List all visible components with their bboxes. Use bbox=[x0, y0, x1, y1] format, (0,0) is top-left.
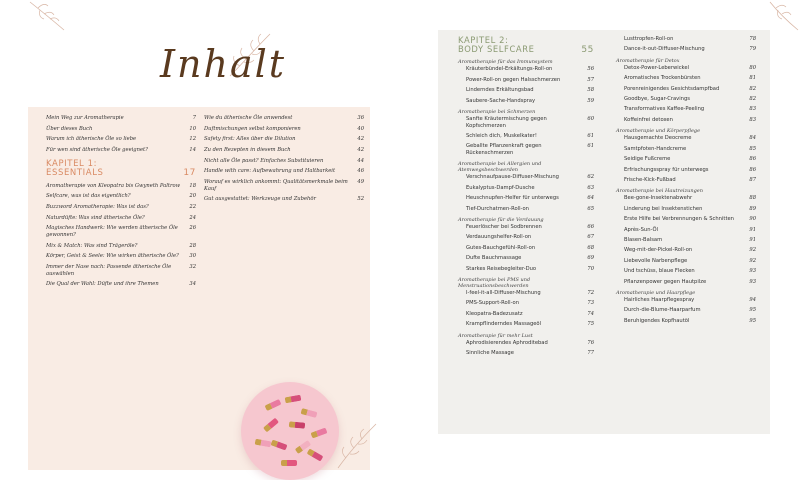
roller-bottle-icon bbox=[310, 427, 327, 438]
toc-entry[interactable] bbox=[458, 206, 594, 213]
toc-entry-title: Feuerlöscher bei Sodbrennen bbox=[466, 224, 542, 231]
toc-entry-page: 92 bbox=[749, 257, 756, 264]
toc-entry-page: 86 bbox=[749, 166, 756, 173]
toc-entry[interactable] bbox=[458, 185, 594, 192]
toc-entry-title: Après-Sun-Öl bbox=[624, 226, 659, 233]
toc-section-heading: Aromatherapie für die Verdauung bbox=[458, 217, 544, 224]
toc-entry-page: 87 bbox=[749, 176, 756, 183]
toc-entry-page: 20 bbox=[189, 193, 196, 200]
toc-entry[interactable] bbox=[616, 117, 756, 124]
toc-entry-title: Heuschnupfen-Helfer für unterwegs bbox=[466, 195, 559, 202]
toc-entry[interactable] bbox=[616, 65, 756, 72]
chapter-1-page: 17 bbox=[183, 167, 196, 178]
toc-entry[interactable] bbox=[458, 350, 594, 357]
top-left-sprig-icon bbox=[28, 0, 68, 34]
toc-entry-page: 57 bbox=[587, 76, 594, 83]
page-title: Inhalt bbox=[160, 42, 287, 86]
toc-entry[interactable] bbox=[616, 96, 756, 103]
toc-entry-page: 64 bbox=[587, 195, 594, 202]
toc-entry-title: Aromatherapie von Kleopatra bis Gwyneth Paltrow bbox=[46, 182, 181, 189]
toc-entry-page: 82 bbox=[749, 85, 756, 92]
toc-entry-title: Handle with care: Aufbewahrung und Haltbarkeit bbox=[204, 168, 336, 175]
toc-entry-page: 80 bbox=[749, 64, 756, 71]
toc-entry[interactable] bbox=[204, 158, 364, 165]
toc-entry[interactable] bbox=[458, 311, 594, 318]
toc-entry-page: 40 bbox=[357, 125, 364, 132]
toc-entry-page: 58 bbox=[587, 87, 594, 94]
toc-entry-page: 91 bbox=[749, 236, 756, 243]
toc-entry[interactable] bbox=[616, 75, 756, 82]
toc-entry-page: 93 bbox=[749, 268, 756, 275]
toc-entry[interactable] bbox=[616, 36, 756, 43]
toc-entry[interactable] bbox=[204, 179, 364, 192]
toc-entry-title: Power-Roll-on gegen Halsschmerzen bbox=[466, 76, 561, 83]
roller-bottle-icon bbox=[289, 421, 305, 428]
toc-entry-title: Dance-it-out-Diffuser-Mischung bbox=[624, 46, 705, 53]
toc-entry-page: 52 bbox=[357, 196, 364, 203]
toc-entry-title: Hairliches Haarpflegespray bbox=[624, 297, 695, 304]
toc-entry[interactable] bbox=[458, 255, 594, 262]
toc-entry[interactable] bbox=[616, 86, 756, 93]
toc-entry-title: Goodbye, Sugar-Cravings bbox=[624, 96, 690, 103]
toc-entry-title: Naturdüfte: Was sind ätherische Öle? bbox=[46, 214, 145, 221]
toc-entry-title: Kleopatra-Badezusatz bbox=[466, 310, 523, 317]
toc-entry-title: Gut ausgestattet: Werkzeuge und Zubehör bbox=[204, 196, 316, 203]
toc-entry-page: 89 bbox=[749, 205, 756, 212]
toc-entry-title: Sanfte Kräutermischung gegen Kopfschmerzen bbox=[466, 116, 547, 129]
toc-entry[interactable] bbox=[458, 300, 594, 307]
toc-entry-title: Frische-Kick-Fußbad bbox=[624, 176, 676, 183]
toc-entry-title: Starkes Reisebegleiter-Duo bbox=[466, 265, 537, 272]
toc-entry-page: 32 bbox=[189, 264, 196, 271]
chapter-2-title: BODY SELFCARE bbox=[458, 44, 535, 55]
toc-entry-title: Magisches Handwerk: Wie werden ätherische Öle gewonnen? bbox=[46, 225, 178, 238]
toc-entry-title: Krampflinderndes Massageöl bbox=[466, 321, 542, 328]
toc-entry[interactable] bbox=[46, 243, 196, 250]
toc-entry-title: Immer der Nase nach: Passende ätherische Öle auswählen bbox=[46, 264, 172, 277]
toc-entry-title: Verdauungshelfer-Roll-on bbox=[466, 234, 532, 241]
rollerball-dish-image bbox=[241, 382, 339, 480]
toc-entry-title: Detox-Power-Leberwickel bbox=[624, 64, 689, 71]
toc-entry[interactable] bbox=[46, 204, 196, 211]
toc-entry-page: 70 bbox=[587, 265, 594, 272]
toc-entry[interactable] bbox=[616, 237, 756, 244]
toc-entry-title: Blasen-Balsam bbox=[624, 236, 663, 243]
toc-right-column-b bbox=[616, 36, 756, 328]
toc-entry[interactable] bbox=[616, 227, 756, 234]
toc-entry-title: Aromatisches Trockenbürsten bbox=[624, 75, 701, 82]
toc-entry-title: Beruhigendes Kopfhautöl bbox=[624, 317, 690, 324]
toc-entry-page: 88 bbox=[749, 195, 756, 202]
toc-entry-page: 60 bbox=[587, 116, 594, 123]
toc-section-heading: Aromatherapie und Haarpflege bbox=[616, 290, 696, 297]
toc-entry-title: Lusttropfen-Roll-on bbox=[624, 36, 674, 42]
toc-entry-title: Liebevolle Narbenpflege bbox=[624, 257, 688, 264]
toc-section-heading: Aromatherapie bei Allergien und Atemwegsbeschwerden bbox=[458, 161, 542, 174]
chapter-2-label: KAPITEL 2: bbox=[458, 35, 509, 45]
toc-entry-page: 18 bbox=[189, 182, 196, 189]
toc-column-b bbox=[204, 115, 364, 207]
toc-entry-title: Und tschüss, blaue Flecken bbox=[624, 268, 695, 275]
toc-entry-title: Aphrodisierendes Aphroditebad bbox=[466, 339, 548, 346]
toc-entry-title: Körper, Geist & Seele: Wie wirken ätherische Öle? bbox=[46, 253, 179, 260]
toc-entry[interactable] bbox=[616, 177, 756, 184]
toc-entry[interactable] bbox=[458, 224, 594, 231]
toc-entry-page: 82 bbox=[749, 96, 756, 103]
toc-entry-page: 84 bbox=[749, 135, 756, 142]
toc-entry-page: 86 bbox=[749, 156, 756, 163]
toc-entry-title: Tief-Durchatmen-Roll-on bbox=[466, 205, 529, 212]
toc-entry[interactable] bbox=[458, 321, 594, 328]
toc-entry[interactable] bbox=[458, 340, 594, 347]
toc-entry[interactable] bbox=[458, 174, 594, 181]
toc-entry-title: Pflanzenpower gegen Hautpilze bbox=[624, 278, 707, 285]
toc-entry-title: Nicht alle Öle passt? Einfaches Substituieren bbox=[204, 157, 324, 164]
toc-entry[interactable] bbox=[616, 146, 756, 153]
toc-entry[interactable] bbox=[458, 116, 594, 129]
toc-right-column-a bbox=[458, 36, 594, 361]
toc-entry[interactable] bbox=[616, 46, 756, 53]
toc-entry-page: 42 bbox=[357, 136, 364, 143]
toc-entry-page: 56 bbox=[587, 66, 594, 73]
toc-entry[interactable] bbox=[46, 115, 196, 122]
toc-entry-page: 74 bbox=[587, 310, 594, 317]
toc-entry-title: Gutes-Bauchgefühl-Roll-on bbox=[466, 244, 536, 251]
roller-bottle-icon bbox=[264, 399, 281, 411]
toc-entry-title: Linderung bei Insektenstichen bbox=[624, 205, 703, 212]
toc-entry-title: Erste Hilfe bei Verbrennungen & Schnitten bbox=[624, 216, 734, 223]
roller-bottle-icon bbox=[285, 395, 302, 404]
toc-entry-page: 93 bbox=[749, 278, 756, 285]
toc-entry[interactable] bbox=[458, 87, 594, 94]
toc-entry-page: 34 bbox=[189, 281, 196, 288]
toc-entry-page: 65 bbox=[587, 205, 594, 212]
toc-entry-page: 49 bbox=[357, 179, 364, 186]
toc-entry-title: Bee-gone-Insektenabwehr bbox=[624, 195, 693, 202]
toc-entry-title: Transformatives Kaffee-Peeling bbox=[624, 106, 705, 113]
toc-entry-title: Für wen sind ätherische Öle geeignet? bbox=[46, 147, 148, 154]
toc-entry-title: Durch-die-Blume-Haarparfum bbox=[624, 307, 701, 314]
toc-entry-title: Warum ich ätherische Öle so liebe bbox=[46, 136, 137, 143]
toc-entry-page: 63 bbox=[587, 184, 594, 191]
toc-entry[interactable] bbox=[616, 195, 756, 202]
toc-entry-title: Erfrischungsspray für unterwegs bbox=[624, 166, 709, 173]
toc-entry-title: I-feel-it-all-Diffuser-Mischung bbox=[466, 290, 541, 297]
toc-entry-title: Geballte Pflanzenkraft gegen Rückenschmerzen bbox=[466, 143, 542, 156]
toc-entry-page: 66 bbox=[587, 224, 594, 231]
roller-bottle-icon bbox=[307, 448, 324, 461]
toc-entry-title: PMS-Support-Roll-on bbox=[466, 300, 520, 307]
toc-entry[interactable] bbox=[204, 196, 364, 203]
toc-entry[interactable] bbox=[46, 253, 196, 260]
toc-entry-title: Porenreinigendes Gesichtsdampfbad bbox=[624, 85, 720, 92]
toc-entry[interactable] bbox=[616, 156, 756, 163]
toc-entry-page: 72 bbox=[587, 290, 594, 297]
toc-entry-page: 46 bbox=[357, 168, 364, 175]
toc-entry[interactable] bbox=[204, 115, 364, 122]
toc-entry-page: 12 bbox=[189, 136, 196, 143]
toc-section-heading: Aromatherapie bei Schmerzen bbox=[458, 109, 536, 116]
toc-entry-title: Eukalyptus-Dampf-Dusche bbox=[466, 184, 535, 191]
toc-section-heading: Aromatherapie für Detox bbox=[616, 57, 680, 64]
toc-entry-page: 76 bbox=[587, 339, 594, 346]
chapter-2-heading bbox=[458, 36, 594, 54]
toc-section-heading: Aromatherapie für das Immunsystem bbox=[458, 59, 553, 66]
toc-entry-title: Duftmischungen selbst komponieren bbox=[204, 125, 301, 132]
toc-entry[interactable] bbox=[616, 106, 756, 113]
toc-entry[interactable] bbox=[458, 195, 594, 202]
toc-entry-page: 92 bbox=[749, 247, 756, 254]
toc-entry-page: 59 bbox=[587, 97, 594, 104]
toc-entry[interactable] bbox=[616, 206, 756, 213]
toc-section-heading: Aromatherapie und Körperpflege bbox=[616, 128, 701, 135]
toc-entry-title: Koffeinfrei detoxen bbox=[624, 116, 673, 123]
toc-entry-page: 42 bbox=[357, 147, 364, 154]
toc-entry-title: Mix & Match: Was sind Trägeröle? bbox=[46, 242, 138, 249]
toc-entry-title: Über dieses Buch bbox=[46, 125, 93, 132]
toc-entry-title: Dufte Bauchmassage bbox=[466, 255, 522, 262]
toc-entry[interactable] bbox=[458, 77, 594, 84]
toc-section-heading: Aromatherapie für mehr Lust bbox=[458, 332, 533, 339]
chapter-1-heading bbox=[46, 160, 196, 178]
toc-entry-page: 14 bbox=[189, 147, 196, 154]
toc-entry-title: Verschnaufpause-Diffuser-Mischung bbox=[466, 174, 559, 181]
toc-entry[interactable] bbox=[204, 168, 364, 175]
toc-entry-title: Selfcare, was ist das eigentlich? bbox=[46, 193, 131, 200]
toc-entry-page: 30 bbox=[189, 253, 196, 260]
toc-entry-title: Seidige Fußcreme bbox=[624, 156, 671, 163]
roller-bottle-icon bbox=[255, 439, 272, 448]
toc-panel-right bbox=[438, 30, 770, 434]
toc-entry[interactable] bbox=[46, 147, 196, 154]
toc-entry[interactable] bbox=[204, 126, 364, 133]
toc-entry[interactable] bbox=[46, 225, 196, 238]
toc-entry[interactable] bbox=[46, 281, 196, 288]
roller-bottle-icon bbox=[300, 408, 317, 418]
toc-entry-title: Mein Weg zur Aromatherapie bbox=[46, 115, 124, 121]
bottom-sprig-icon bbox=[334, 418, 380, 470]
toc-entry-page: 95 bbox=[749, 317, 756, 324]
toc-entry-page: 90 bbox=[749, 216, 756, 223]
toc-entry[interactable] bbox=[458, 245, 594, 252]
toc-column-a bbox=[46, 115, 196, 292]
toc-entry[interactable] bbox=[458, 266, 594, 273]
toc-entry[interactable] bbox=[458, 98, 594, 105]
roller-bottle-icon bbox=[281, 460, 297, 466]
toc-entry[interactable] bbox=[458, 143, 594, 156]
toc-entry[interactable] bbox=[616, 135, 756, 142]
toc-entry[interactable] bbox=[458, 234, 594, 241]
toc-entry[interactable] bbox=[46, 215, 196, 222]
toc-entry-page: 77 bbox=[587, 350, 594, 357]
toc-entry[interactable] bbox=[616, 167, 756, 174]
toc-entry-page: 75 bbox=[587, 321, 594, 328]
toc-entry[interactable] bbox=[458, 290, 594, 297]
toc-entry[interactable] bbox=[616, 279, 756, 286]
toc-entry[interactable] bbox=[458, 66, 594, 73]
toc-entry-page: 61 bbox=[587, 143, 594, 150]
toc-entry-title: Buzzword Aromatherapie: Was ist das? bbox=[46, 204, 149, 211]
toc-entry-page: 78 bbox=[749, 36, 756, 42]
toc-entry[interactable] bbox=[46, 136, 196, 143]
toc-entry-page: 24 bbox=[189, 214, 196, 221]
toc-entry-title: Hausgemachte Deocreme bbox=[624, 135, 692, 142]
toc-entry[interactable] bbox=[204, 147, 364, 154]
toc-entry-page: 81 bbox=[749, 75, 756, 82]
toc-section-heading: Aromatherapie bei Hautreizungen bbox=[616, 188, 703, 195]
toc-entry[interactable] bbox=[46, 126, 196, 133]
toc-entry-page: 79 bbox=[749, 46, 756, 53]
toc-entry[interactable] bbox=[616, 216, 756, 223]
toc-entry-page: 69 bbox=[587, 255, 594, 262]
toc-entry-page: 91 bbox=[749, 226, 756, 233]
toc-entry-page: 73 bbox=[587, 300, 594, 307]
roller-bottle-icon bbox=[263, 418, 279, 433]
chapter-1-label: KAPITEL 1: bbox=[46, 158, 98, 169]
toc-entry-page: 62 bbox=[587, 174, 594, 181]
toc-entry-page: 28 bbox=[189, 242, 196, 249]
toc-entry-page: 36 bbox=[357, 115, 364, 121]
toc-entry[interactable] bbox=[616, 258, 756, 265]
toc-entry-title: Worauf es wirklich ankommt: Qualitätsmerkmale beim Kauf bbox=[204, 179, 348, 192]
roller-bottle-icon bbox=[270, 439, 287, 450]
chapter-2-page: 55 bbox=[581, 45, 594, 55]
toc-entry-title: Saubere-Sache-Handspray bbox=[466, 97, 536, 104]
toc-entry-page: 94 bbox=[749, 297, 756, 304]
toc-entry-title: Samtpfoten-Handcreme bbox=[624, 145, 687, 152]
toc-entry-page: 95 bbox=[749, 307, 756, 314]
toc-entry-page: 83 bbox=[749, 106, 756, 113]
toc-entry[interactable] bbox=[204, 136, 364, 143]
toc-entry-page: 61 bbox=[587, 132, 594, 139]
toc-entry-title: Schleich dich, Muskelkater! bbox=[466, 132, 537, 139]
toc-entry-title: Weg-mit-der-Pickel-Roll-on bbox=[624, 247, 693, 254]
toc-entry[interactable] bbox=[46, 183, 196, 190]
toc-entry-title: Wie du ätherische Öle anwendest bbox=[204, 115, 293, 121]
toc-entry[interactable] bbox=[616, 247, 756, 254]
toc-entry-page: 44 bbox=[357, 157, 364, 164]
left-page bbox=[0, 0, 400, 470]
right-page bbox=[400, 0, 800, 470]
toc-entry[interactable] bbox=[616, 297, 756, 304]
toc-entry[interactable] bbox=[616, 307, 756, 314]
toc-entry-page: 68 bbox=[587, 244, 594, 251]
toc-entry-title: Zu den Rezepten in diesem Buch bbox=[204, 147, 291, 154]
toc-entry[interactable] bbox=[46, 264, 196, 277]
toc-entry-page: 7 bbox=[192, 115, 196, 121]
toc-entry-title: Sinnliche Massage bbox=[466, 350, 514, 357]
toc-entry-title: Safety first: Alles über die Dilution bbox=[204, 136, 296, 143]
toc-entry-title: Kräuterbündel-Erkältungs-Roll-on bbox=[466, 66, 553, 73]
toc-entry[interactable] bbox=[458, 133, 594, 140]
toc-entry-page: 26 bbox=[189, 225, 196, 232]
toc-entry-title: Linderndes Erkältungsbad bbox=[466, 87, 534, 94]
toc-entry-page: 85 bbox=[749, 145, 756, 152]
toc-entry[interactable] bbox=[616, 268, 756, 275]
toc-entry[interactable] bbox=[616, 318, 756, 325]
toc-entry-page: 83 bbox=[749, 116, 756, 123]
toc-entry-page: 10 bbox=[189, 125, 196, 132]
top-right-sprig-icon bbox=[768, 0, 800, 34]
chapter-1-title: ESSENTIALS bbox=[46, 167, 104, 178]
toc-section-heading: Aromatherapie bei PMS und Menstruationsbeschwerden bbox=[458, 277, 531, 290]
toc-panel-left bbox=[28, 107, 370, 470]
toc-entry-title: Die Qual der Wahl: Düfte und ihre Themen bbox=[46, 281, 159, 288]
toc-entry-page: 67 bbox=[587, 234, 594, 241]
toc-entry[interactable] bbox=[46, 193, 196, 200]
toc-entry-page: 22 bbox=[189, 204, 196, 211]
